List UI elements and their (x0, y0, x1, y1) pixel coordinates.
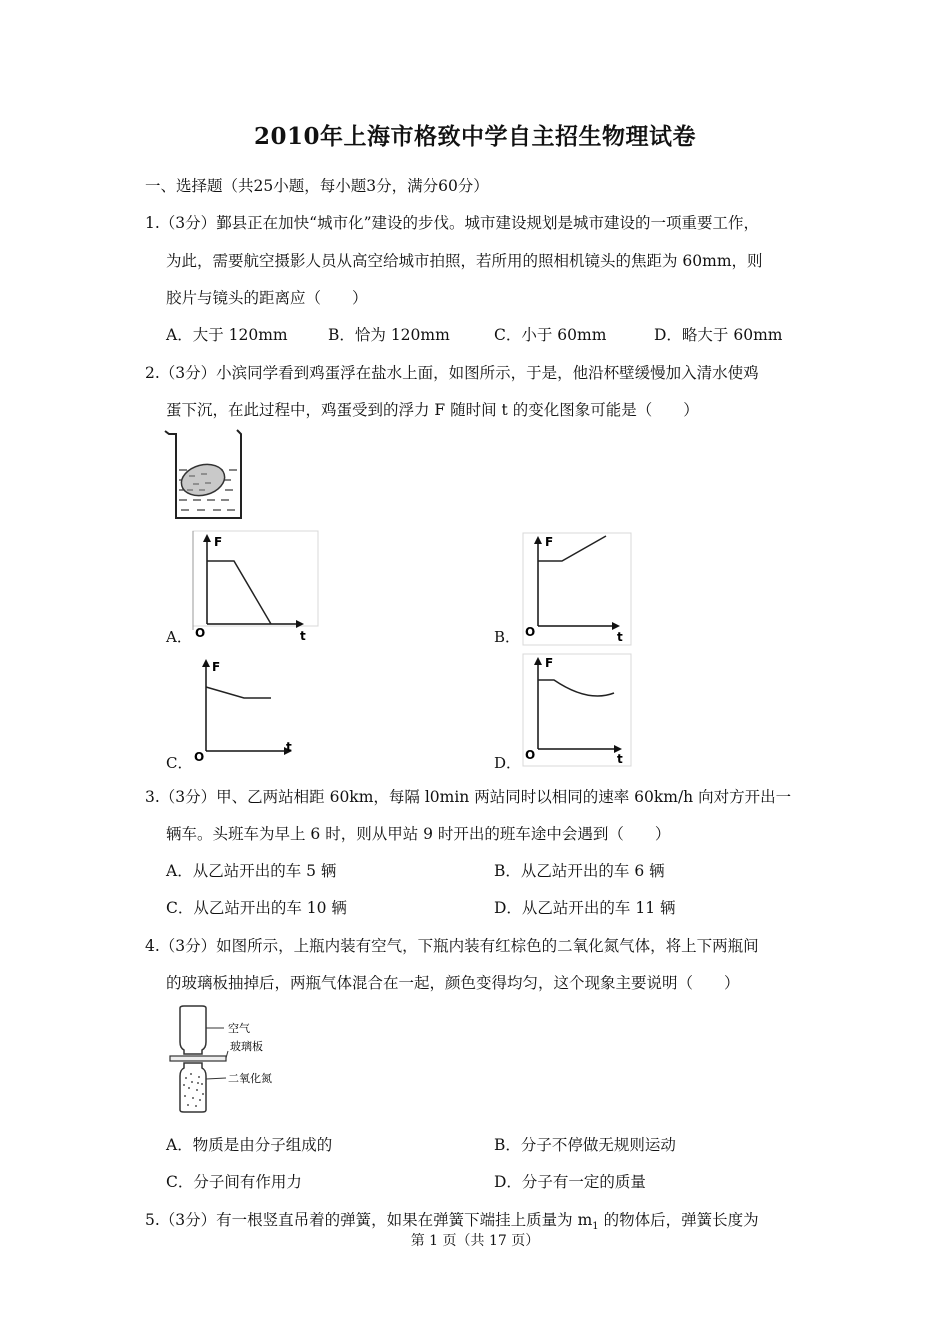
q1-option-d: D．略大于 60mm (654, 326, 783, 344)
q2-option-b: B． (494, 628, 521, 646)
q3-line-1: 3.（3分）甲、乙两站相距 60km，每隔 l0min 两站同时以相同的速率 60km/h 向对方开出一 (145, 788, 792, 806)
graph-option-a (190, 530, 320, 646)
q4-option-d: D．分子有一定的质量 (494, 1173, 646, 1191)
graph-c-curve (206, 687, 271, 698)
q2-line-2: 蛋下沉，在此过程中，鸡蛋受到的浮力 F 随时间 t 的变化图象可能是（ ） (166, 401, 699, 419)
section-heading: 一、选择题（共25小题，每小题3分，满分60分） (145, 177, 489, 195)
q3-line-2: 辆车。头班车为早上 6 时，则从甲站 9 时开出的班车途中会遇到（ ） (166, 825, 671, 843)
graph-option-d (522, 653, 634, 771)
graph-a-x-label: t (300, 629, 306, 643)
q4-line-2: 的玻璃板抽掉后，两瓶气体混合在一起，颜色变得均匀，这个现象主要说明（ ） (166, 974, 740, 992)
graph-option-b (522, 532, 634, 650)
q3-option-a: A．从乙站开出的车 5 辆 (166, 862, 337, 880)
q1-option-c: C．小于 60mm (494, 326, 607, 344)
q2-option-c: C． (166, 754, 193, 772)
page-footer: 第 1 页（共 17 页） (410, 1233, 540, 1249)
graph-d-origin: O (525, 748, 536, 762)
graph-d-curve (538, 680, 614, 696)
graph-c-origin: O (194, 750, 205, 764)
page-title: 2010年上海市格致中学自主招生物理试卷 (253, 123, 696, 150)
q1-option-a: A．大于 120mm (166, 326, 288, 344)
q1-line-2: 为此，需要航空摄影人员从高空给城市拍照，若所用的照相机镜头的焦距为 60mm，则 (166, 252, 763, 270)
graph-d-y-label: F (545, 656, 554, 670)
beaker-egg-figure (163, 428, 245, 523)
graph-a-curve (207, 561, 271, 624)
q3-option-b: B．从乙站开出的车 6 辆 (494, 862, 665, 880)
q2-option-d: D． (494, 754, 522, 772)
graph-a-origin: O (195, 626, 206, 640)
q5-text-start: 5.（3分）有一根竖直吊着的弹簧，如果在弹簧下端挂上质量为 m (145, 1211, 593, 1229)
q3-option-d: D．从乙站开出的车 11 辆 (494, 899, 676, 917)
q3-option-c: C．从乙站开出的车 10 辆 (166, 899, 347, 917)
label-no2: 二氧化氮 (228, 1072, 272, 1085)
q2-option-a: A． (166, 628, 192, 646)
graph-d-x-label: t (617, 752, 623, 766)
label-air: 空气 (228, 1022, 250, 1035)
label-glass-plate: 玻璃板 (230, 1040, 263, 1053)
q5-line-1 (145, 1208, 759, 1232)
q4-option-c: C．分子间有作用力 (166, 1173, 302, 1191)
graph-c-x-label: t (286, 740, 292, 754)
q4-option-b: B．分子不停做无规则运动 (494, 1136, 676, 1154)
q5-subscript: 1 (592, 1221, 599, 1233)
q4-line-1: 4.（3分）如图所示，上瓶内装有空气，下瓶内装有红棕色的二氧化氮气体，将上下两瓶间 (145, 937, 759, 955)
q4-option-a: A．物质是由分子组成的 (166, 1136, 333, 1154)
gas-bottles-figure (162, 1004, 312, 1118)
q1-option-b: B．恰为 120mm (328, 326, 450, 344)
graph-a-y-label: F (214, 535, 223, 549)
q1-line-3: 胶片与镜头的距离应（ ） (166, 289, 368, 307)
graph-b-y-label: F (545, 535, 554, 549)
graph-b-x-label: t (617, 630, 623, 644)
q1-line-1: 1.（3分）鄞县正在加快“城市化”建设的步伐。城市建设规划是城市建设的一项重要工作， (145, 214, 760, 232)
egg-shape (178, 460, 228, 500)
graph-c-y-label: F (212, 660, 221, 674)
q2-line-1: 2.（3分）小滨同学看到鸡蛋浮在盐水上面，如图所示，于是，他沿杯壁缓慢加入清水使鸡 (145, 364, 759, 382)
graph-b-origin: O (525, 625, 536, 639)
q5-text-end: 的物体后，弹簧长度为 (598, 1211, 759, 1229)
graph-option-c (192, 655, 304, 767)
